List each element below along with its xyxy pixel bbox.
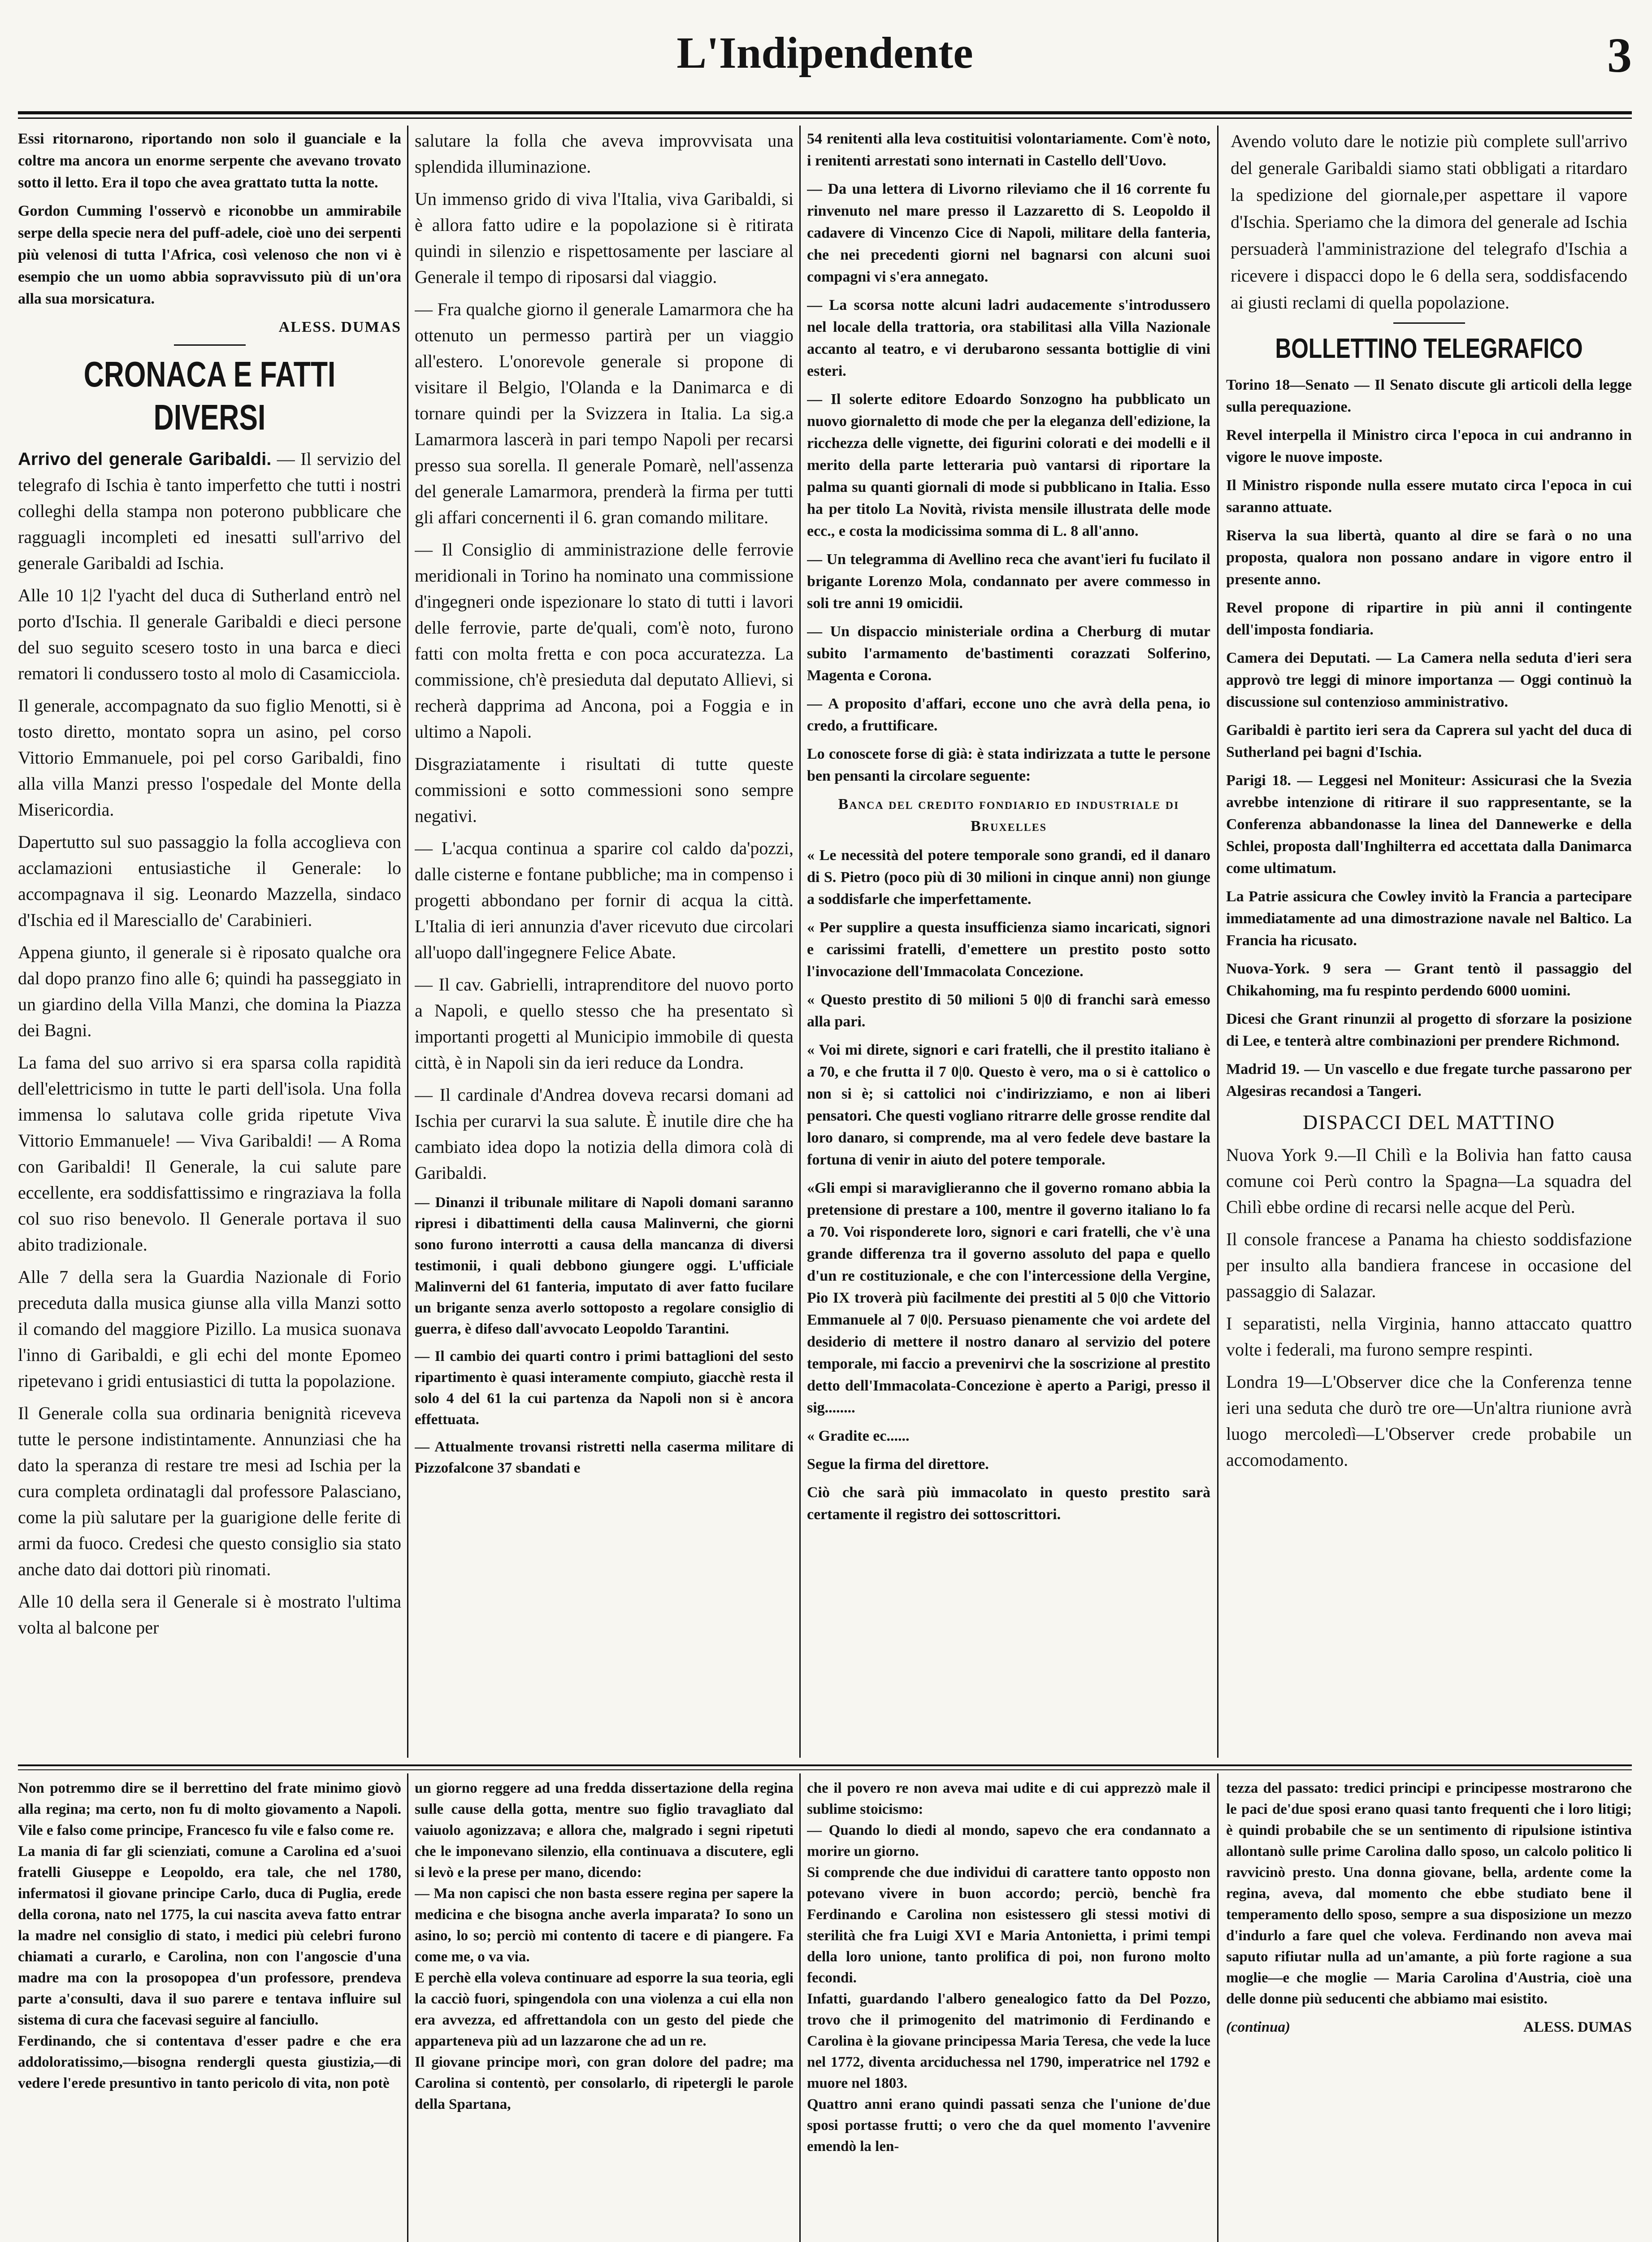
article-paragraph: — Da una lettera di Livorno rileviamo che il 16 corrente fu rinvenuto nel mare presso il Lazzaretto di S. Leopoldo il cadavere di Vincenzo Cice di Napoli, militare della fanteria, che nei precedenti giorni nel bagnarsi con alcuni suoi compagni vi s'era annegato. [807,181,1210,285]
quoted-paragraph: « Per supplire a questa insufficienza siamo incaricati, signori e carissimi fratelli, d'emettere un prestito posto sotto l'invocazione dell'Immacolata Concezione. [807,919,1210,980]
dispatch-item: Londra 19—L'Observer dice che la Conferenza tenne ieri una seduta che durò tre ore—Un'altra riunione avrà luogo mercoledì—L'Observer crede probabile un accomodamento. [1226,1372,1632,1470]
article-paragraph: Il generale, accompagnato da suo figlio Menotti, si è tosto diretto, montato sopra un asino, pel corso Vittorio Emmanuele, poi pel corso Garibaldi, fino alla villa Manzi presso l'ospedale del Monte della Misericordia. [18,695,401,820]
column-divider [407,126,408,1758]
feuilleton-rule [18,1764,1632,1766]
dispatch-item: Revel propone di ripartire in più anni il contingente dell'imposta fondiaria. [1226,600,1632,638]
quoted-paragraph: « Voi mi direte, signori e cari fratelli, che il prestito italiano è a 70, e che frutta il 7 0|0. Questo è vero, ma o si è cattolico o non si è; si cattolici noi c'indirizziamo, e non ai liberi pensatori. Che questi vogliano ritrarre delle grosse rendite dal loro danaro, si comprende, ma al vero fedele deve bastare la fortuna di venir in aiuto del potere temporale. [807,1042,1210,1168]
dispatch-item: Nuova York 9.—Il Chilì e la Bolivia han fatto causa comune coi Perù contro la Spagna—La squadra del Chilì ebbe ordine di recarsi nelle acque del Perù. [1226,1145,1632,1217]
quoted-paragraph: « Gradite ec...... [807,1428,910,1444]
dispatch-item: Dicesi che Grant rinunzii al progetto di sforzare la posizione di Lee, e tenterà altre combinazioni per prendere Richmond. [1226,1011,1632,1049]
newspaper-title: L'Indipendente [676,28,973,78]
masthead [18,18,1632,108]
author-signature: ALESS. DUMAS [278,319,401,335]
dispatch-item: Torino 18—Senato — Il Senato discute gli articoli della legge sulla perequazione. [1226,377,1632,415]
dispatch-item: I separatisti, nella Virginia, hanno attaccato quattro volte i federali, ma furono sempre respinti. [1226,1313,1632,1360]
feuilleton-column-2: un giorno reggere ad una fredda dissertazione della regina sulle cause della gotta, mentre suo figlio travagliato dal vaiuolo agonizzava; e allora che, malgrado i segni ripetuti che le imponevano silenzio, ella continuava a discutere, egli si levò e la prese per mano, dicendo: — Ma non capisci che non basta essere regina per sapere la medicina e che bisogna anche averla imparata? Io sono un asino, lo so; perciò mi contento di tacere e di piangere. Fa come me, o va via. E perchè ella voleva continuare ad esporre la sua teoria, egli la cacciò fuori, spingendola con una violenza a cui ella non era avvezza, ed affrettandola con un gesto del piede che apparteneva più ad un lazzarone che ad un re. Il giovane principe morì, con gran dolore del padre; ma Carolina si contentò, per consolarlo, di ripetergli le parole della Spartana, [415,1780,793,2112]
masthead-rule [18,111,1632,114]
dispatch-item: Revel interpella il Ministro circa l'epoca in cui andranno in vigore le nuove imposte. [1226,427,1632,465]
feuilleton-column-3: che il povero re non aveva mai udite e di cui apprezzò male il sublime stoicismo: — Quando lo diedi al mondo, sapevo che era condannato a morire un giorno. Si comprende che due individui di carattere tanto opposto non potevano vivere in buon accordo; perciò, benchè fra Ferdinando e Carolina non esistessero gli stessi motivi di sterilità che fra Luigi XVI e Maria Antonietta, i primi tempi della loro unione, tanto prolifica di poi, non furono molto fecondi. Infatti, guardando l'albero genealogico fatto da Del Pozzo, trovo che il primogenito del matrimonio di Ferdinando e Carolina è la giovane principessa Maria Teresa, che vede la luce nel 1772, diventa arciduchessa nel 1790, imperatrice nel 1792 e muore nel 1803. Quattro anni erano quindi passati senza che l'unione de'due sposi portasse frutti; o vero che da quel momento l'avvenire emendò la len- [807,1780,1210,2155]
article-paragraph: — A proposito d'affari, eccone uno che avrà della pena, io credo, a fruttificare. [807,695,1210,734]
article-paragraph: — Il cardinale d'Andrea doveva recarsi domani ad Ischia per curarvi la sua salute. È inutile dire che ha cambiato idea dopo la notizia della dimora colà di Garibaldi. [415,1085,793,1183]
column-3 [807,128,1210,1760]
column-divider [407,1773,408,2242]
dispatch-item: La Patrie assicura che Cowley invitò la Francia a partecipare immediatamente ad una dimostrazione navale nel Baltico. La Francia ha ricusato. [1226,888,1632,949]
feuilleton-column-4 [1226,1778,1632,2242]
article-paragraph: — Il solerte editore Edoardo Sonzogno ha pubblicato un nuovo giornaletto di mode che per la eleganza dell'edizione, la ricchezza delle vignette, dei figurini colorati e dei modelli e il merito della parte letteraria può vantarsi di riportare la palma su quanti giornali di mode si pubblicano in Italia. Esso ha per titolo La Novità, rivista mensile illustrata delle mode ecc., e costa la modicissima somma di L. 8 all'anno. [807,391,1210,539]
author-signature: ALESS. DUMAS [1523,2019,1632,2035]
morning-dispatch-title: DISPACCI DEL MATTINO [1302,1111,1556,1134]
article-paragraph: — Il cav. Gabrielli, intraprenditore del nuovo porto a Napoli, e quello stesso che ha presentato sì importanti progetti al Municipio immobile di questa città, è in Napoli sin da ieri reduce da Londra. [415,974,793,1073]
article-paragraph: salutare la folla che aveva improvvisata una splendida illuminazione. [415,130,793,177]
article-paragraph: — Il cambio dei quarti contro i primi battaglioni del sesto ripartimento è quasi interamente compiuto, giacchè resta il solo 4 del 61 la cui partenza da Napoli non si è ancora effettuata. [415,1348,793,1428]
dispatch-item: Nuova-York. 9 sera — Grant tentò il passaggio del Chikahoming, ma fu respinto perdendo 6000 uomini. [1226,960,1632,999]
feuilleton-text: tezza del passato: tredici principi e principesse mostrarono che le paci de'due sposi erano quasi tanto frequenti che i loro litigi; è quindi probabile che se un sentimento di ripulsione istintiva allontanò sulle prime Carolina dallo sposo, un calcolo politico li ravvicinò presto. Una donna giovane, bella, ardente come la regina, aveva, dal momento che ebbe studiato bene il temperamento dello sposo, sempre a sua disposizione un mezzo d'indurlo a fare quel che voleva. Ferdinando non aveva mai saputo rifiutar nulla ad un'amante, a più forte ragione a sua moglie—e che moglie — Maria Carolina d'Austria, cioè una delle donne più seducenti che abbiamo mai esistito. [1226,1780,1632,2007]
feuilleton-footer [1226,2017,1632,2038]
article-paragraph: — Attualmente trovansi ristretti nella caserma militare di Pizzofalcone 37 sbandati e [415,1439,793,1476]
bank-heading: Banca del credito fondiario ed industriale di Bruxelles [838,796,1179,834]
article-paragraph: Alle 7 della sera la Guardia Nazionale di Forio preceduta dalla musica giunse alla villa Manzi sotto il comando del maggiore Pizillo. La musica suonava l'inno di Garibaldi, e gli echi del monte Epomeo ripetevano i gridi entusiastici di tutta la popolazione. [18,1267,401,1391]
article-paragraph: La fama del suo arrivo si era sparsa colla rapidità dell'elettricismo in tutte le parti dell'isola. Una folla immensa lo salutava colle grida ripetute Viva Vittorio Emmanuele! — Viva Garibaldi! — A Roma con Garibaldi! Il Generale, la cui salute pare eccellente, era soddisfattissimo e ringraziava la folla col suo riso benevolo. Il Generale portava il suo abito tradizionale. [18,1052,401,1255]
column-divider [799,1773,801,2242]
dispatch-item: Madrid 19. — Un vascello e due fregate turche passarono per Algesiras recandosi a Tangeri. [1226,1061,1632,1099]
article-paragraph: — Un telegramma di Avellino reca che avant'ieri fu fucilato il brigante Lorenzo Mola, condannato per avere commesso in soli tre anni 19 omicidii. [807,551,1210,612]
article-paragraph: Dapertutto sul suo passaggio la folla accoglieva con acclamazioni entusiastiche il Generale: lo accompagnava il sig. Leonardo Mazzella, sindaco d'Ischia ed il Maresciallo de' Carabinieri. [18,832,401,930]
article-paragraph: — La scorsa notte alcuni ladri audacemente s'introdussero nel locale della trattoria, ora stabilitasi alla Villa Nazionale accanto al teatro, e vi derubarono sessanta bottiglie di vini esteri. [807,297,1210,379]
article-paragraph: Lo conoscete forse di già: è stata indirizzata a tutte le persone ben pensanti la circolare seguente: [807,746,1210,784]
article-paragraph: Il Generale colla sua ordinaria benignità riceveva tutte le persone indistintamente. Annunziasi che ha dato la speranza di restare tre mesi ad Ischia per la cura completa ordinatagli dal professore Palasciano, come la più salutare per la guarigione delle ferite di armi da fuoco. Credesi che questo consiglio sia stato anche dato dai dottori più rinomati. [18,1403,401,1579]
article-paragraph: — Fra qualche giorno il generale Lamarmora che ha ottenuto un permesso partirà per un viaggio all'estero. L'onorevole generale si propone di visitare il Belgio, l'Olanda e la Danimarca e di tornare quindi per la Svizzera in Italia. La sig.a Lamarmora lascerà in pari tempo Napoli per recarsi presso sua sorella. Il generale Pomarè, nell'assenza del generale Lamarmora, prenderà la firma per tutti gli affari concernenti il 6. gran comando militare. [415,299,793,527]
column-4 [1226,128,1632,1760]
column-divider [799,126,801,1758]
feuilleton-rule-thin [18,1769,1632,1770]
article-paragraph: Alle 10 1|2 l'yacht del duca di Sutherland entrò nel porto d'Ischia. Il generale Garibaldi e dieci persone del suo seguito scesero tosto in una barca e dieci rematori li condussero tosto al molo di Casamicciola. [18,585,401,683]
divider [1393,322,1465,324]
page-number: 3 [1607,28,1632,83]
bulletin-title: BOLLETTINO TELEGRAFICO [1275,333,1583,364]
quoted-paragraph: «Gli empi si maraviglieranno che il governo romano abbia la pretensione di prestare a 100, mentre il governo italiano lo fa a 70. Voi risponderete loro, signori e cari fratelli, che v'è una grande differenza tra il governo assoluto del papa e quello d'un re costituzionale, e che con l'intercessione della Vergine, Pio IX troverà più facilmente dei prestiti al 5 0|0 che Vittorio Emmanuele al 7 0|0. Persuaso pienamente che voi ardete del desiderio di mettere il nostro danaro al servizio del potere temporale, mi faccio a prevenirvi che la soscrizione al prestito detto dell'Immacolata-Concezione è aperto a Parigi, presso il sig........ [807,1180,1210,1416]
editorial-notice: Avendo voluto dare le notizie più complete sull'arrivo del generale Garibaldi siamo stati obbligati a ritardaro la spedizione del giornale,per aspettare il vapore d'Ischia. Speriamo che la dimora del generale ad Ischia persuaderà l'amministrazione del telegrafo d'Ischia a ricevere i dispacci dopo le 6 della sera, soddisfacendo ai giusti reclami di quella popolazione. [1231,131,1627,313]
divider [174,344,246,346]
column-1 [18,128,401,1760]
article-paragraph: — Il Consiglio di amministrazione delle ferrovie meridionali in Torino ha nominato una commissione d'ingegneri onde ispezionare lo stato di tutti i lavori delle ferrovie, parte de'quali, com'è noto, furono fatti con molta fretta e con poca accuratezza. La commissione, ch'è presieduta dal deputato Allievi, si recherà dapprima ad Ancona, poi a Foggia e in ultimo a Napoli. [415,539,793,742]
article-paragraph: Arrivo del generale Garibaldi. — Il servizio del telegrafo di Ischia è tanto imperfetto che tutti i nostri colleghi della stampa non poterono pubblicare che ragguagli incompleti ed inesatti sull'arrivo del generale Garibaldi ad Ischia. [18,449,401,573]
dispatch-item: Riserva la sua libertà, quanto al dire se farà o no una proposta, qualora non possano andare in vigore entro il presente anno. [1226,527,1632,588]
article-headline: Arrivo del generale Garibaldi. [18,449,272,469]
feuilleton-column-1: Non potremmo dire se il berrettino del frate minimo giovò alla regina; ma certo, non fu di molto giovamento a Napoli. Vile e falso come principe, Francesco fu vile e falso come re. La mania di far gli scienziati, comune a Carolina ed a'suoi fratelli Giuseppe e Leopoldo, era tale, che nel 1780, infermatosi il giovane principe Carlo, duca di Puglia, erede della corona, nato nel 1775, la cui nascita aveva fatto entrar la madre nel consiglio di stato, i medici più celebri furono chiamati a curarlo, e Carolina, non con l'angoscie d'una madre ma con la prosopopea d'un professore, prendeva parte a'consulti, dava il suo parere e tentava influire sul sistema di cura che facevasi seguire al fanciullo. Ferdinando, che si contentava d'esser padre e che era addoloratissimo,—bisogna rendergli questa giustizia,—di vedere l'erede presuntivo in tanto pericolo di vita, non potè [18,1780,401,2091]
column-2 [415,128,793,1760]
article-paragraph: 54 renitenti alla leva costituitisi volontariamente. Com'è noto, i renitenti arrestati sono internati in Castello dell'Uovo. [807,130,1210,169]
continua-label: (continua) [1226,2019,1291,2035]
masthead-rule-thin [18,117,1632,119]
article-paragraph: — Un dispaccio ministeriale ordina a Cherburg di mutar subito l'armamento de'bastimenti corazzati Solferino, Magenta e Corona. [807,623,1210,684]
article-paragraph: — Dinanzi il tribunale militare di Napoli domani saranno ripresi i dibattimenti della causa Malinverni, che giorni sono furono interrotti a causa della mancanza di diversi testimonii, i quali debbono giungere oggi. L'ufficiale Malinverni del 61 fanteria, imputato di aver fatto fucilare un brigante senza averlo sottoposto a regolare consiglio di guerra, è difeso dall'avvocato Leopoldo Tarantini. [415,1195,793,1337]
quoted-paragraph: « Questo prestito di 50 milioni 5 0|0 di franchi sarà emesso alla pari. [807,991,1210,1030]
article-paragraph: Essi ritornarono, riportando non solo il guanciale e la coltre ma ancora un enorme serpente che avevano trovato sotto il letto. Era il topo che avea grattato tutta la notte. [18,130,401,191]
article-paragraph: Appena giunto, il generale si è riposato qualche ora dal dopo pranzo fino alle 6; quindi ha passeggiato in un giardino della Villa Manzi, che domina la Piazza dei Bagni. [18,942,401,1040]
article-paragraph: Un immenso grido di viva l'Italia, viva Garibaldi, si è allora fatto udire e la popolazione si è ritirata quindi in silenzio e rispettosamente per lasciare al Generale il tempo di riposarsi dal viaggio. [415,189,793,287]
dispatch-item: Garibaldi è partito ieri sera da Caprera sul yacht del duca di Sutherland pei bagni d'Ischia. [1226,722,1632,760]
article-paragraph: — L'acqua continua a sparire col caldo da'pozzi, dalle cisterne e fontane pubbliche; ma in compenso i progetti abbondano per fornir di acqua la città. L'Italia di ieri annunzia d'aver ricevuto due circolari all'uopo dall'ingegnere Felice Abate. [415,838,793,962]
dispatch-item: Parigi 18. — Leggesi nel Moniteur: Assicurasi che la Svezia avrebbe intenzione di ritirare il suo rappresentante, se la Conferenza abbandonasse la linea del Dannewerke e della Schlei, proposta dall'Inghilterra ed accettata dalla Danimarca come ultimatum. [1226,772,1632,877]
column-divider [1217,126,1218,1758]
column-divider [1217,1773,1218,2242]
dispatch-item: Camera dei Deputati. — La Camera nella seduta d'ieri sera approvò tre leggi di minore importanza — Oggi continuò la discussione sul contenzioso amministrativo. [1226,650,1632,710]
article-paragraph: Disgraziatamente i risultati di tutte queste commissioni e sotto commessioni sono sempre negativi. [415,754,793,826]
quoted-paragraph: Segue la firma del direttore. [807,1456,989,1473]
dispatch-item: Il console francese a Panama ha chiesto soddisfazione per insulto alla bandiera francese in occasione del passaggio di Salazar. [1226,1229,1632,1301]
quoted-paragraph: « Le necessità del potere temporale sono grandi, ed il danaro di S. Pietro (poco più di 30 milioni in cinque anni) non giunge a soddisfarle che imperfettamente. [807,847,1210,908]
article-paragraph: Alle 10 della sera il Generale si è mostrato l'ultima volta al balcone per [18,1591,401,1638]
dispatch-item: Il Ministro risponde nulla essere mutato circa l'epoca in cui saranno attuate. [1226,477,1632,516]
section-title: CRONACA E FATTI DIVERSI [83,354,336,437]
article-paragraph: Gordon Cumming l'osservò e riconobbe un ammirabile serpe della specie nera del puff-adele, cioè uno dei serpenti più velenosi di tutta l'Africa, così velenoso che non vi è esempio che un uomo abbia sopravvissuto più di un'ora alla sua morsicatura. [18,203,401,307]
article-paragraph: Ciò che sarà più immacolato in questo prestito sarà certamente il registro dei sottoscrittori. [807,1484,1210,1523]
